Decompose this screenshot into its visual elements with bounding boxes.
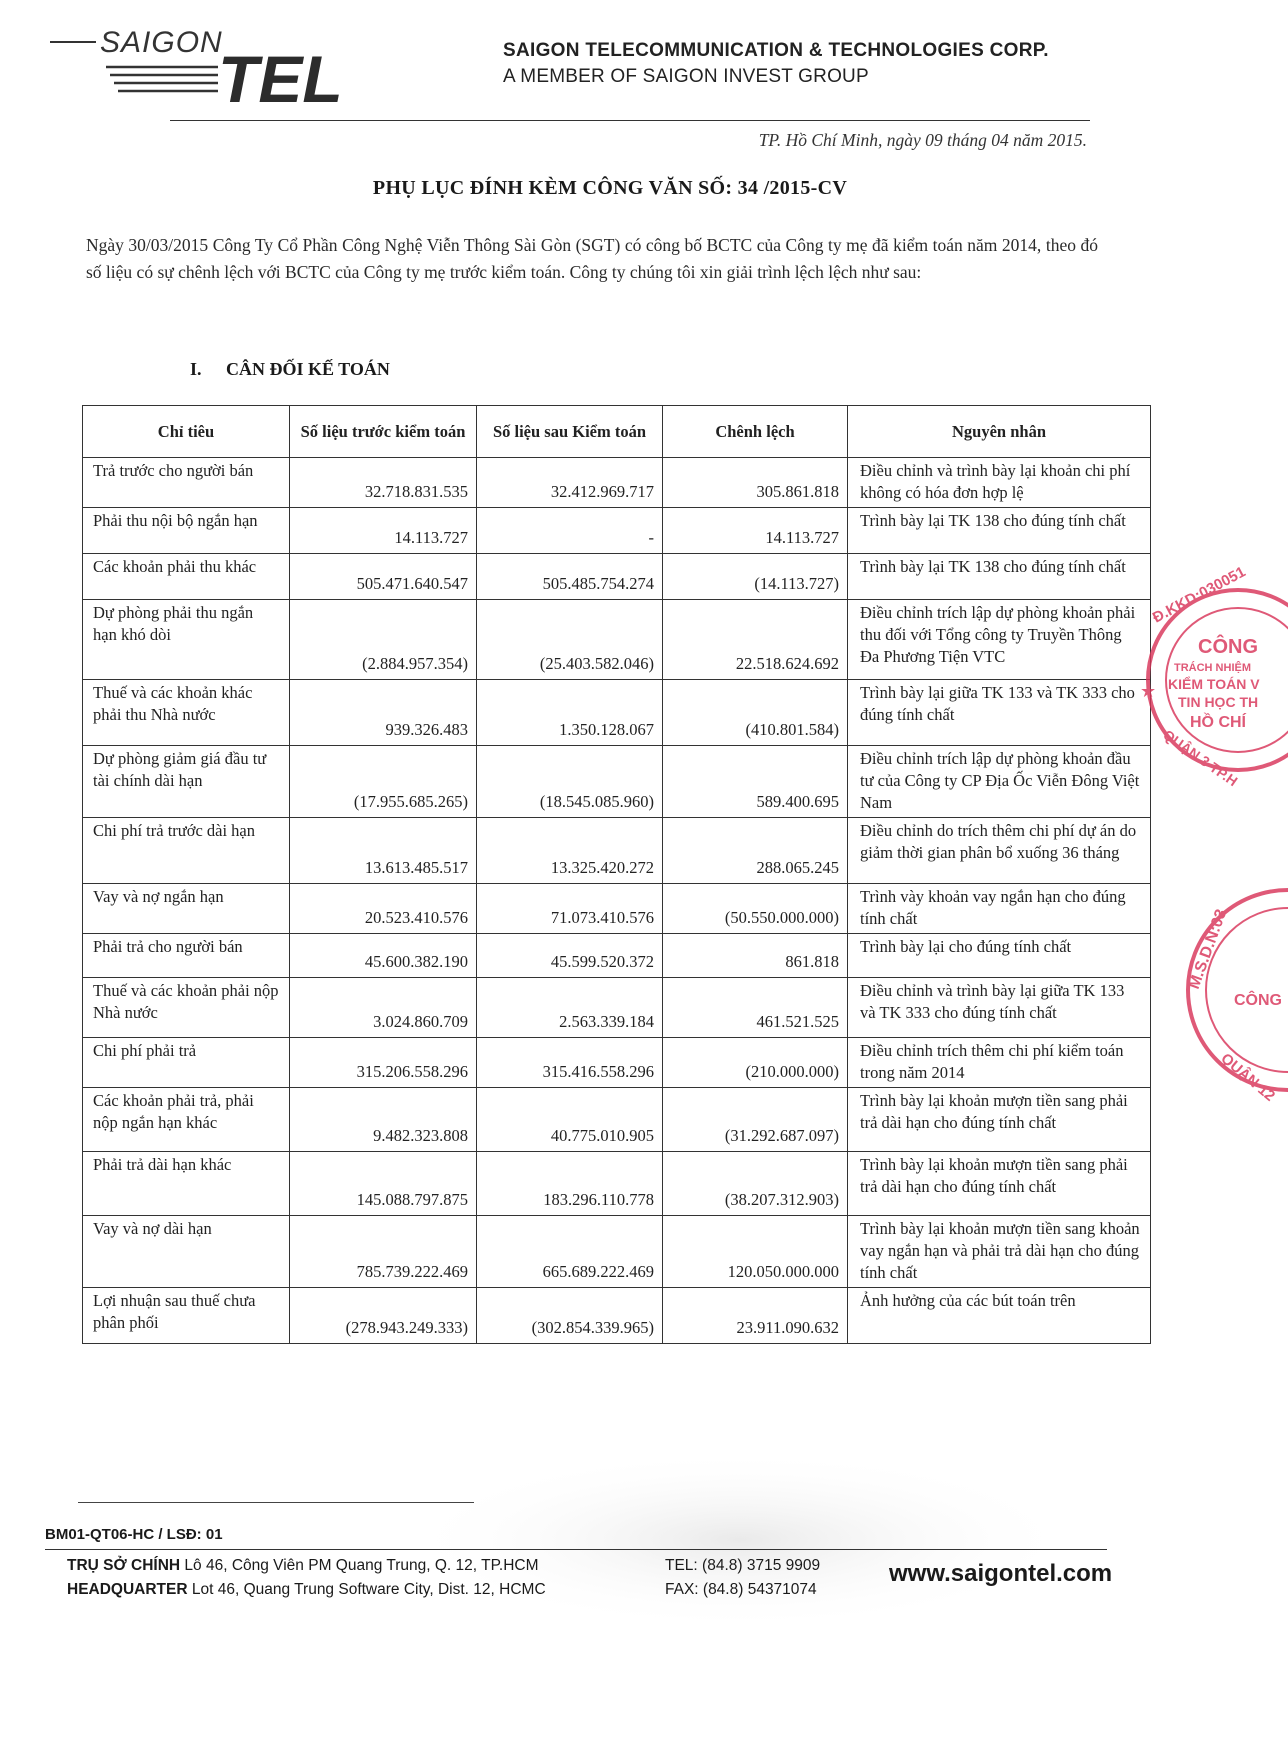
cell-after-audit: 183.296.110.778 [477,1152,663,1216]
cell-before-audit: 315.206.558.296 [290,1038,477,1088]
cell-after-audit: 13.325.420.272 [477,818,663,884]
cell-reason: Điều chỉnh và trình bày lại khoản chi phí không có hóa đơn hợp lệ [848,458,1151,508]
table-row [83,508,1151,554]
cell-reason: Điều chỉnh trích lập dự phòng khoản đầu tư của Công ty CP Địa Ốc Viễn Đông Việt Nam [848,746,1151,818]
cell-difference: 589.400.695 [663,746,848,818]
cell-difference: 14.113.727 [663,508,848,554]
svg-text:★: ★ [1140,681,1157,701]
cell-difference: (210.000.000) [663,1038,848,1088]
table-row [83,600,1151,680]
cell-after-audit: 665.689.222.469 [477,1216,663,1288]
table-row [83,884,1151,934]
cell-difference: 288.065.245 [663,818,848,884]
cell-after-audit: 71.073.410.576 [477,884,663,934]
svg-text:Đ.KKD:030051: Đ.KKD:030051 [1149,563,1249,627]
cell-after-audit: 45.599.520.372 [477,934,663,978]
cell-difference: 23.911.090.632 [663,1288,848,1344]
cell-item: Phải thu nội bộ ngắn hạn [83,508,290,554]
cell-after-audit: 40.775.010.905 [477,1088,663,1152]
cell-difference: (38.207.312.903) [663,1152,848,1216]
cell-reason: Trình bày lại khoản mượn tiền sang phải trả dài hạn cho đúng tính chất [848,1088,1151,1152]
cell-after-audit: 32.412.969.717 [477,458,663,508]
cell-reason: Trình bày lại khoản mượn tiền sang khoản vay ngắn hạn và phải trả dài hạn cho đúng tính chất [848,1216,1151,1288]
cell-after-audit: 1.350.128.067 [477,680,663,746]
table-row [83,818,1151,884]
cell-difference: 461.521.525 [663,978,848,1038]
cell-after-audit: (18.545.085.960) [477,746,663,818]
cell-before-audit: 145.088.797.875 [290,1152,477,1216]
cell-after-audit: (25.403.582.046) [477,600,663,680]
cell-before-audit: (278.943.249.333) [290,1288,477,1344]
cell-before-audit: 32.718.831.535 [290,458,477,508]
document-title: PHỤ LỤC ĐÍNH KÈM CÔNG VĂN SỐ: 34 /2015-CV [372,177,848,199]
cell-item: Thuế và các khoản phải nộp Nhà nước [83,978,290,1038]
cell-before-audit: 45.600.382.190 [290,934,477,978]
company-block [503,40,1049,88]
balance-sheet-table [82,405,1151,1344]
company-name: SAIGON TELECOMMUNICATION & TECHNOLOGIES CORP. [503,40,1049,61]
header-divider [170,120,1090,121]
section-number: I. [190,359,202,379]
table-row [83,934,1151,978]
cell-difference: 22.518.624.692 [663,600,848,680]
phone-number: TEL: (84.8) 3715 9909 [665,1557,821,1574]
cell-before-audit: 785.739.222.469 [290,1216,477,1288]
svg-text:TIN HỌC TH: TIN HỌC TH [1178,694,1259,710]
saigontel-logo [48,22,378,116]
svg-text:HỒ CHÍ: HỒ CHÍ [1190,714,1246,731]
cell-item: Các khoản phải trả, phải nộp ngắn hạn khác [83,1088,290,1152]
table-row [83,1152,1151,1216]
cell-reason: Trình bày lại TK 138 cho đúng tính chất [848,554,1151,600]
table-header-row [83,406,1151,458]
cell-before-audit: (2.884.957.354) [290,600,477,680]
section-heading [190,359,390,380]
logo-text-bottom: TEL [218,42,343,116]
address-english: HEADQUARTER Lot 46, Quang Trung Software City, Dist. 12, HCMC [67,1581,546,1598]
cell-item: Trả trước cho người bán [83,458,290,508]
cell-reason: Trình vày khoản vay ngắn hạn cho đúng tính chất [848,884,1151,934]
fax-number: FAX: (84.8) 54371074 [665,1581,817,1598]
cell-reason: Ảnh hưởng của các bút toán trên [848,1288,1151,1344]
company-member: A MEMBER OF SAIGON INVEST GROUP [503,66,869,87]
svg-text:QUẬN 3 TP.H: QUẬN 3 TP.H [1160,726,1241,790]
cell-before-audit: 13.613.485.517 [290,818,477,884]
cell-item: Thuế và các khoản khác phải thu Nhà nước [83,680,290,746]
cell-before-audit: (17.955.685.265) [290,746,477,818]
cell-before-audit: 14.113.727 [290,508,477,554]
company-seal-stamp [1128,563,1288,790]
cell-reason: Trình bày lại cho đúng tính chất [848,934,1151,978]
cell-reason: Trình bày lại giữa TK 133 và TK 333 cho đúng tính chất [848,680,1151,746]
cell-reason: Điều chỉnh và trình bày lại giữa TK 133 và TK 333 cho đúng tính chất [848,978,1151,1038]
header-difference: Chênh lệch [663,406,848,458]
cell-item: Phải trả dài hạn khác [83,1152,290,1216]
cell-difference: (31.292.687.097) [663,1088,848,1152]
balance-sheet-table-wrap [82,405,1151,1344]
table-row [83,1216,1151,1288]
header-after-audit: Số liệu sau Kiểm toán [477,406,663,458]
header-reason: Nguyên nhân [848,406,1151,458]
cell-after-audit: (302.854.339.965) [477,1288,663,1344]
cell-difference: (14.113.727) [663,554,848,600]
intro-paragraph: Ngày 30/03/2015 Công Ty Cổ Phần Công Nghệ Viễn Thông Sài Gòn (SGT) có công bố BCTC của Công ty mẹ đã kiểm toán năm 2014, theo đó số liệu có sự chênh lệch với BCTC của Công ty mẹ trước kiểm toán. Công ty chúng tôi xin giải trình lệch lệch như sau: [86,235,1098,282]
header-item: Chỉ tiêu [83,406,290,458]
cell-difference: 120.050.000.000 [663,1216,848,1288]
website-url: www.saigontel.com [889,1560,1113,1587]
cell-item: Dự phòng giảm giá đầu tư tài chính dài hạn [83,746,290,818]
svg-text:KIỂM TOÁN V: KIỂM TOÁN V [1168,676,1260,692]
cell-item: Chi phí trả trước dài hạn [83,818,290,884]
cell-item: Lợi nhuận sau thuế chưa phân phối [83,1288,290,1344]
cell-difference: 305.861.818 [663,458,848,508]
cell-item: Dự phòng phải thu ngắn hạn khó dòi [83,600,290,680]
cell-item: Phải trả cho người bán [83,934,290,978]
svg-text:QUẬN 12: QUẬN 12 [1217,1050,1279,1105]
cell-reason: Trình bày lại TK 138 cho đúng tính chất [848,508,1151,554]
cell-item: Vay và nợ ngắn hạn [83,884,290,934]
cell-difference: (50.550.000.000) [663,884,848,934]
svg-text:CÔNG: CÔNG [1198,636,1258,658]
table-row [83,1088,1151,1152]
cell-reason: Điều chỉnh do trích thêm chi phí dự án do giảm thời gian phân bổ xuống 36 tháng [848,818,1151,884]
footer-short-divider [78,1502,474,1503]
place-date: TP. Hồ Chí Minh, ngày 09 tháng 04 năm 2015. [758,130,1087,150]
form-code: BM01-QT06-HC / LSĐ: 01 [45,1526,223,1543]
cell-item: Chi phí phải trả [83,1038,290,1088]
cell-after-audit: - [477,508,663,554]
cell-before-audit: 9.482.323.808 [290,1088,477,1152]
table-row [83,746,1151,818]
cell-before-audit: 505.471.640.547 [290,554,477,600]
cell-after-audit: 315.416.558.296 [477,1038,663,1088]
svg-text:M.S.D.N:03: M.S.D.N:03 [1185,907,1231,992]
cell-item: Các khoản phải thu khác [83,554,290,600]
svg-text:CÔNG: CÔNG [1234,992,1282,1009]
cell-item: Vay và nợ dài hạn [83,1216,290,1288]
svg-text:TRÁCH NHIỆM: TRÁCH NHIỆM [1174,662,1251,674]
header-before-audit: Số liệu trước kiểm toán [290,406,477,458]
cell-before-audit: 939.326.483 [290,680,477,746]
cell-difference: 861.818 [663,934,848,978]
table-row [83,458,1151,508]
logo-text-top: SAIGON [100,26,223,59]
cell-difference: (410.801.584) [663,680,848,746]
footer-divider [45,1549,1107,1550]
table-row [83,680,1151,746]
cell-before-audit: 20.523.410.576 [290,884,477,934]
section-title: CÂN ĐỐI KẾ TOÁN [226,359,390,379]
cell-before-audit: 3.024.860.709 [290,978,477,1038]
cell-reason: Điều chỉnh trích lập dự phòng khoản phải thu đối với Tổng công ty Truyền Thông Đa Phương Tiện VTC [848,600,1151,680]
cell-reason: Điều chỉnh trích thêm chi phí kiểm toán trong năm 2014 [848,1038,1151,1088]
cell-after-audit: 505.485.754.274 [477,554,663,600]
tax-code-stamp [1168,880,1288,1110]
cell-reason: Trình bày lại khoản mượn tiền sang phải trả dài hạn cho đúng tính chất [848,1152,1151,1216]
table-row [83,1288,1151,1344]
cell-after-audit: 2.563.339.184 [477,978,663,1038]
table-row [83,978,1151,1038]
address-vietnamese: TRỤ SỞ CHÍNH Lô 46, Công Viên PM Quang Trung, Q. 12, TP.HCM [67,1557,539,1574]
table-row [83,554,1151,600]
table-row [83,1038,1151,1088]
